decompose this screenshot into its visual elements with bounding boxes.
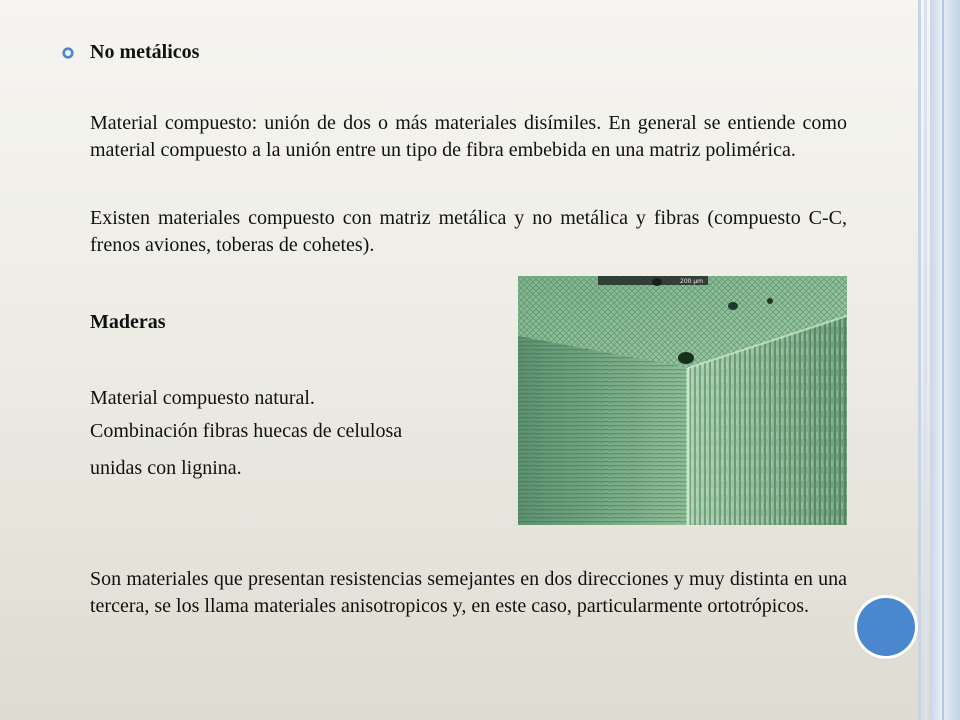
band-stripe: [918, 0, 921, 720]
wood-line-2: Combinación fibras huecas de celulosa: [90, 420, 403, 442]
wood-micrograph-image: [518, 276, 847, 525]
scale-bar-label: 200 µm: [680, 278, 704, 285]
band-stripe: [930, 0, 960, 720]
section-heading: No metálicos: [90, 41, 200, 63]
right-decorative-band: [918, 0, 960, 720]
wood-heading: Maderas: [90, 311, 166, 333]
band-stripe: [924, 0, 927, 720]
wood-line-1: Material compuesto natural.: [90, 387, 315, 409]
bullet-icon: [61, 46, 75, 60]
closing-paragraph: Son materiales que presentan resistencias semejantes en dos direcciones y muy distinta en una tercera, se los llama materiales anisotropicos y, en este caso, particularmente ortotrópicos.: [90, 568, 847, 617]
wood-line-3: unidas con lignina.: [90, 457, 242, 479]
decorative-circle: [857, 598, 915, 656]
composite-paragraph: Material compuesto: unión de dos o más materiales disímiles. En general se entiende como material compuesto a la unión entre un tipo de fibra embebida en una matriz polimérica.: [90, 112, 847, 161]
band-stripe: [942, 0, 944, 720]
examples-paragraph: Existen materiales compuesto con matriz metálica y no metálica y fibras (compuesto C-C, frenos aviones, toberas de cohetes).: [90, 207, 847, 256]
